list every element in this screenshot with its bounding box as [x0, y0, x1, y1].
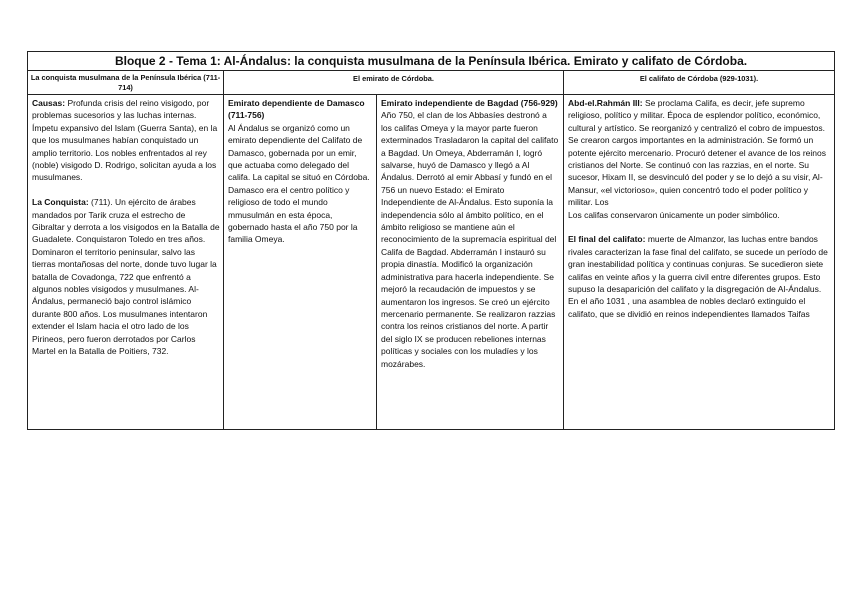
causas-label: Causas:: [32, 98, 66, 108]
spacer: [568, 221, 831, 233]
emirato-dependiente-title-text: Emirato dependiente de Damasco (711-756): [228, 98, 365, 121]
table-title: Bloque 2 - Tema 1: Al-Ándalus: la conquista musulmana de la Península Ibérica. Emirato y califato de Córdoba.: [28, 52, 835, 71]
cell-emirato-dependiente: [224, 95, 377, 430]
emirato-independiente-title: [381, 97, 560, 109]
conquista-label: La Conquista:: [32, 197, 89, 208]
cell-califato: [564, 95, 835, 430]
final-califato-text: muerte de Almanzor, las luchas entre bandos rivales caracterizan la fase final del califato, se sucede un período de gran inestabilidad política y continuas conjuras. Se sucedieron siete califas en veinte años y la guerra civil entre diferentes grupos. Esto supuso la desaparición del califato y la disgregación de Al-Ándalus. En el año 1031 , una asamblea de nobles declaró extinguido el califato, que se dividió en reinos independientes llamados Taifas: [568, 234, 828, 319]
abderraman-paragraph: [568, 97, 831, 209]
emirato-independiente-title-text: Emirato independiente de Bagdad (756-929): [381, 98, 558, 108]
emirato-dependiente-text: Al Ándalus se organizó como un emirato dependiente del Califato de Damasco, gobernada por un emir, que actuaba como delegado del califa. La capital se situó en Córdoba. Damasco era el centro político y religioso de todo el mundo mmusulmán en esta época, gobernado hasta el año 750 por la familia Omeya.: [228, 122, 370, 245]
history-table: [27, 51, 835, 430]
califas-simbolico-text: Los califas conservaron únicamente un poder simbólico.: [568, 209, 780, 220]
header-emirato: El emirato de Córdoba.: [224, 71, 564, 95]
cell-emirato-independiente: [377, 95, 564, 430]
header-califato: El califato de Córdoba (929-1031).: [564, 71, 835, 95]
conquista-paragraph: [32, 196, 220, 357]
conquista-text: (711). Un ejército de árabes mandados por Tarik cruza el estrecho de Gibraltar y derrota a los visigodos en la Batalla de Guadalete. Conquistaron Toledo en tres años. Dominaron el territorio peninsular, salvo las tierras montañosas del norte, donde tuvo lugar la batalla de Covadonga, 722 que enfrentó a algunos nobles visigodos y musulmanes. Al-Ándalus, permaneció bajo control islámico durante 800 años. Los musulmanes intentaron extender el Islam hacia el otro lado de los Pirineos, pero fueron derrotados por Carlos Martel en la Batalla de Poitiers, 732.: [32, 197, 220, 357]
causas-text: Profunda crisis del reino visigodo, por problemas sucesorios y las luchas internas. Ímpetu expansivo del Islam (Guerra Santa), en la que los musulmanes habían conquistado un amplio territorio. Los nobles enfrentados al rey (noble) visigodo D. Rodrigo, solicitan ayuda a los musulmanes.: [32, 98, 218, 183]
spacer: [32, 184, 220, 196]
header-conquista: La conquista musulmana de la Península Ibérica (711-714): [28, 71, 224, 95]
final-califato-label: El final del califato:: [568, 234, 646, 245]
title-row: [28, 52, 835, 71]
causas-paragraph: [32, 97, 220, 184]
emirato-independiente-text: Año 750, el clan de los Abbasíes destronó a los califas Omeya y la mayor parte fueron exterminados Trasladaron la capital del califato a Bagdad. Un Omeya, Abderramán I, logró salvarse, huyó de Damasco y llegó a Al Ándalus. Derrotó al emir Abbasí y fundó en el 756 un nuevo Estado: el Emirato Independiente de Al-Ándalus. Esto suponía la independencia sólo al ámbito político, en el ámbito religioso se mantiene aún el reconocimiento de la supremacía espiritual del Califa de Bagdad. Abderramán I instauró su propia dinastía. Modificó la organización administrativa para hacerla independiente. Se mejoró la recaudación de impuestos y se aumentaron los ingresos. Se creó un ejército mercenario permanente. Se realizaron razzias contra los reinos cristianos del norte. A partir del siglo IX se producen rebeliones internas políticas y sociales con los muladíes y los mozárabes.: [381, 110, 559, 369]
abderraman-text: Se proclama Califa, es decir, jefe supremo religioso, político y militar. Época de esplendor político, económico, cultural y artístico. Se reorganizó y centralizó el cobro de impuestos. Se crearon cargos importantes en la administración. Se formó un potente ejército mercenario. Procuró detener el avance de los reinos cristianos del Norte. Se continuó con las razzias, en el norte. Su sucesor, Hixam II, se desvinculó del poder y se lo dejó a su visir, Al-Mansur, «el victorioso», quien concentró todo el poder político y militar. Los: [568, 98, 826, 208]
cell-conquista: [28, 95, 224, 430]
content-row: [28, 95, 835, 430]
final-califato-paragraph: [568, 233, 831, 320]
emirato-dependiente-title: [228, 97, 373, 122]
abderraman-label: Abd-el.Rahmán III:: [568, 98, 643, 108]
header-row: [28, 71, 835, 95]
